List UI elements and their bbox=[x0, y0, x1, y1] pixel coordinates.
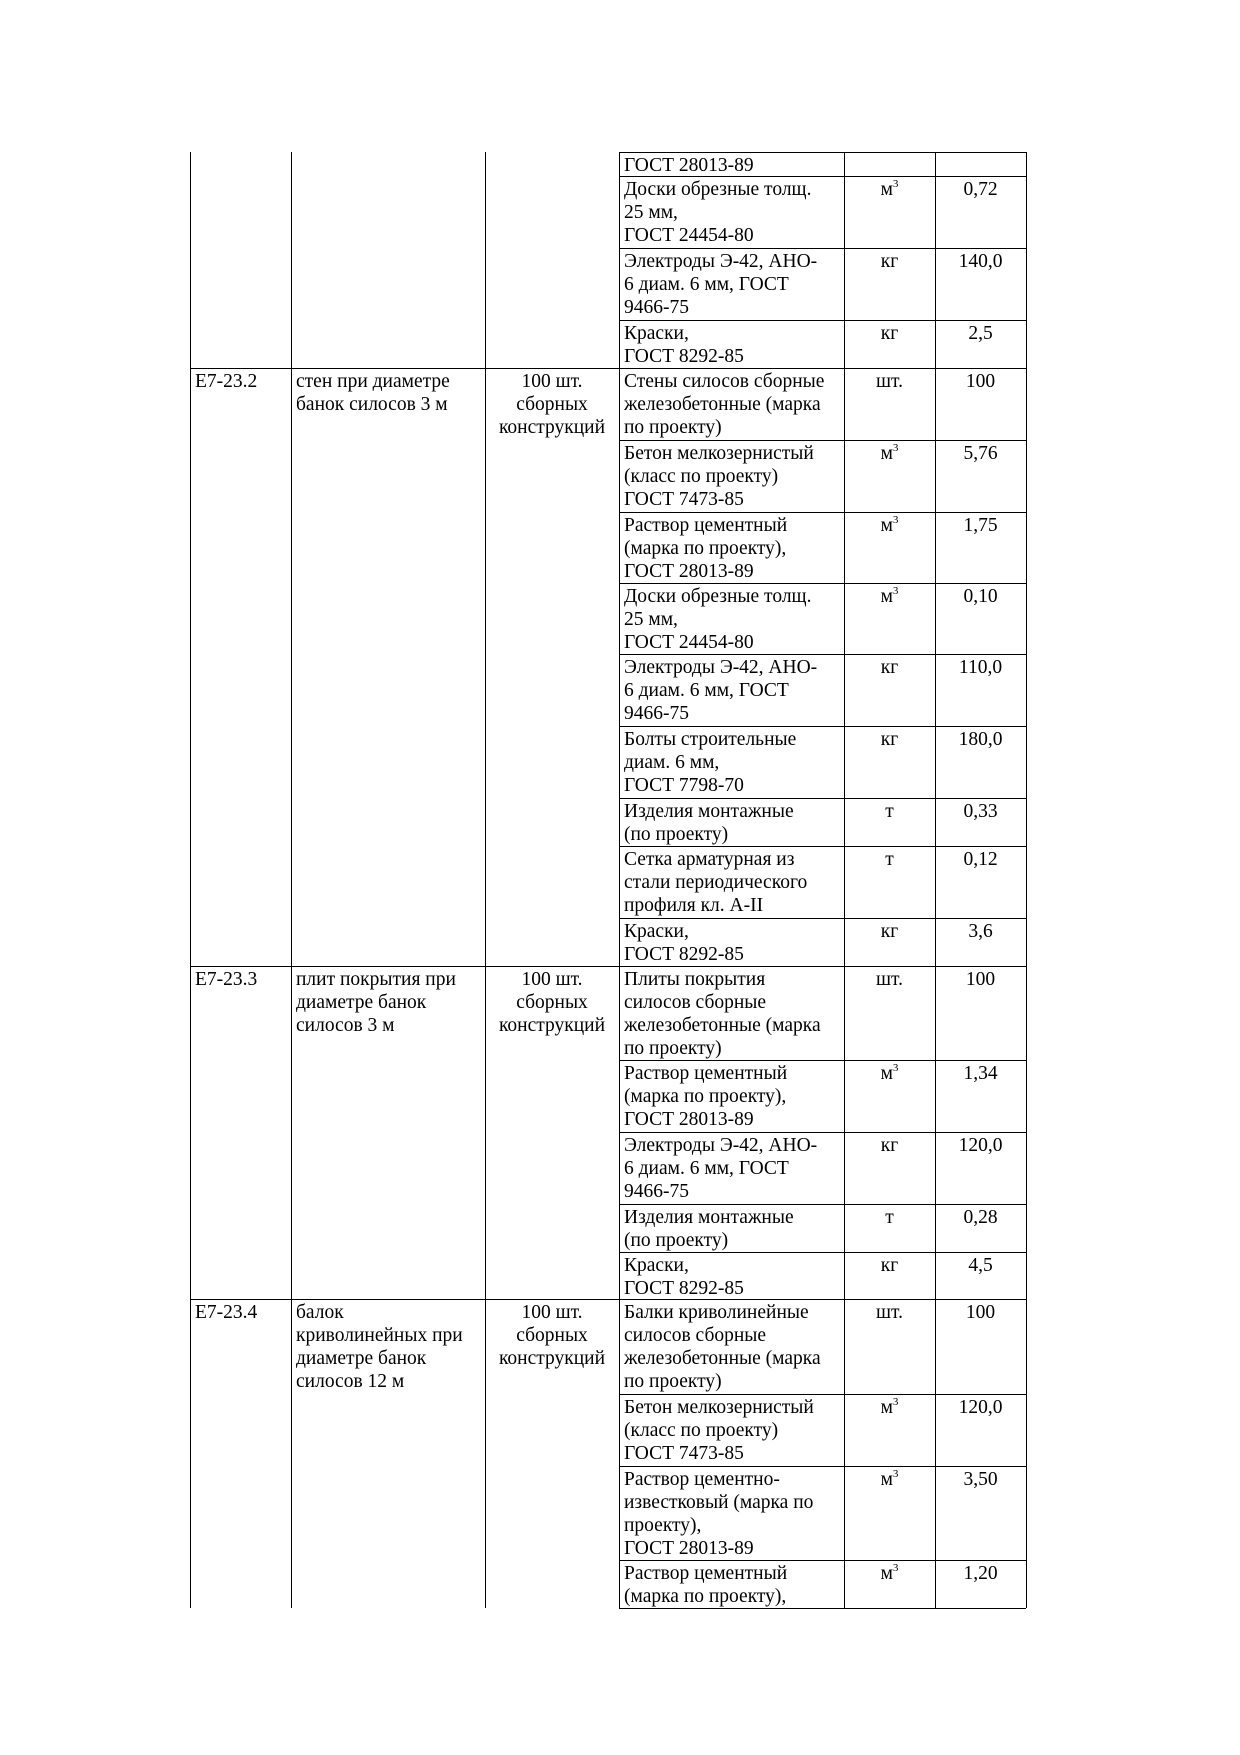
material-name: Бетон мелкозернистый bbox=[624, 1397, 814, 1418]
material-name: Краски, bbox=[624, 1255, 689, 1276]
material-name: по проекту) bbox=[624, 417, 722, 438]
material-name: Балки криволинейные bbox=[624, 1302, 809, 1323]
material-row-separator bbox=[619, 512, 1026, 513]
material-name: Изделия монтажные bbox=[624, 1207, 794, 1228]
material-unit bbox=[844, 1062, 935, 1085]
material-quantity: 5,76 bbox=[963, 443, 998, 464]
material-name: ГОСТ 8292-85 bbox=[624, 346, 744, 367]
material-name: Доски обрезные толщ. bbox=[624, 179, 812, 200]
material-unit bbox=[844, 1254, 935, 1277]
material-row-separator bbox=[619, 440, 1026, 441]
material-name: силосов сборные bbox=[624, 1325, 767, 1346]
material-name: Бетон мелкозернистый bbox=[624, 443, 814, 464]
material-name: ГОСТ 28013-89 bbox=[624, 1538, 754, 1559]
material-name: 25 мм, bbox=[624, 609, 678, 630]
material-unit bbox=[844, 848, 935, 871]
material-quantity: 1,20 bbox=[963, 1563, 998, 1584]
material-name: ГОСТ 24454-80 bbox=[624, 632, 754, 653]
material-unit bbox=[844, 968, 935, 991]
material-unit-label: м bbox=[880, 586, 893, 607]
material-quantity: 100 bbox=[965, 1302, 996, 1323]
work-description: балок bbox=[296, 1302, 344, 1323]
material-name: железобетонные (марка bbox=[624, 1015, 821, 1036]
material-name: проекту), bbox=[624, 1515, 702, 1536]
unit-superscript: 3 bbox=[892, 1396, 899, 1408]
material-unit-label: шт. bbox=[876, 371, 903, 392]
material-name: силосов сборные bbox=[624, 992, 767, 1013]
material-unit bbox=[844, 1301, 935, 1324]
work-description: диаметре банок bbox=[296, 992, 427, 1013]
material-unit bbox=[844, 1468, 935, 1491]
material-unit bbox=[844, 656, 935, 679]
material-unit-label: кг bbox=[880, 657, 899, 678]
material-name: 6 диам. 6 мм, ГОСТ bbox=[624, 1158, 789, 1179]
material-row-separator bbox=[619, 320, 1026, 321]
material-name: Краски, bbox=[624, 921, 689, 942]
material-quantity: 3,6 bbox=[968, 921, 993, 942]
material-quantity: 100 bbox=[965, 371, 996, 392]
group-separator bbox=[190, 1299, 1026, 1300]
material-quantity: 0,10 bbox=[963, 586, 998, 607]
material-row-separator bbox=[619, 846, 1026, 847]
work-description: криволинейных при bbox=[296, 1325, 463, 1346]
material-name: (марка по проекту), bbox=[624, 1586, 787, 1607]
material-quantity: 100 bbox=[965, 969, 996, 990]
group-separator bbox=[190, 368, 1026, 369]
work-unit: 100 шт. bbox=[521, 371, 583, 392]
work-description: силосов 12 м bbox=[296, 1371, 405, 1392]
material-name: 25 мм, bbox=[624, 202, 678, 223]
unit-superscript: 3 bbox=[892, 1468, 899, 1480]
material-unit-label: м bbox=[880, 443, 893, 464]
material-name: Электроды Э-42, АНО- bbox=[624, 657, 818, 678]
material-row-separator bbox=[619, 798, 1026, 799]
work-unit: сборных bbox=[516, 1325, 588, 1346]
material-unit-label: т bbox=[885, 849, 894, 870]
work-unit: сборных bbox=[516, 394, 588, 415]
material-row-separator bbox=[619, 918, 1026, 919]
work-unit: конструкций bbox=[498, 1348, 606, 1369]
material-name: Сетка арматурная из bbox=[624, 849, 795, 870]
material-quantity: 0,72 bbox=[963, 179, 998, 200]
material-unit bbox=[844, 800, 935, 823]
material-name: Плиты покрытия bbox=[624, 969, 766, 990]
material-row-separator bbox=[619, 1060, 1026, 1061]
material-unit bbox=[844, 370, 935, 393]
material-row-separator bbox=[619, 1204, 1026, 1205]
material-name: Краски, bbox=[624, 323, 689, 344]
table-top-border bbox=[619, 152, 1026, 153]
material-unit-label: т bbox=[885, 1207, 894, 1228]
material-unit bbox=[844, 1562, 935, 1585]
material-name: профиля кл. А-II bbox=[624, 895, 764, 916]
work-unit: конструкций bbox=[498, 1015, 606, 1036]
material-row-separator bbox=[619, 248, 1026, 249]
material-quantity: 0,28 bbox=[963, 1207, 998, 1228]
material-row-separator bbox=[619, 1132, 1026, 1133]
work-code: Е7-23.3 bbox=[195, 969, 258, 990]
material-row-separator bbox=[619, 1394, 1026, 1395]
material-name: Раствор цементный bbox=[624, 1063, 788, 1084]
material-name: (класс по проекту) bbox=[624, 1420, 779, 1441]
material-name: (класс по проекту) bbox=[624, 466, 779, 487]
material-quantity: 0,33 bbox=[963, 801, 998, 822]
material-name: железобетонные (марка bbox=[624, 1348, 821, 1369]
material-name: ГОСТ 24454-80 bbox=[624, 225, 754, 246]
material-name: ГОСТ 7473-85 bbox=[624, 489, 744, 510]
work-description: плит покрытия при bbox=[296, 969, 456, 990]
material-unit-label: шт. bbox=[876, 1302, 903, 1323]
material-quantity: 120,0 bbox=[958, 1397, 1003, 1418]
unit-superscript: 3 bbox=[892, 1562, 899, 1574]
work-unit: 100 шт. bbox=[521, 969, 583, 990]
material-unit bbox=[844, 442, 935, 465]
material-unit-label: кг bbox=[880, 251, 899, 272]
material-name: Раствор цементно- bbox=[624, 1469, 780, 1490]
material-unit bbox=[844, 920, 935, 943]
col-border-code bbox=[190, 152, 191, 1608]
material-name: ГОСТ 7798-70 bbox=[624, 775, 744, 796]
material-name: ГОСТ 8292-85 bbox=[624, 944, 744, 965]
unit-superscript: 3 bbox=[892, 442, 899, 454]
material-unit bbox=[844, 1396, 935, 1419]
material-unit-label: м bbox=[880, 1063, 893, 1084]
table-bottom-border bbox=[619, 1608, 1026, 1609]
material-quantity: 180,0 bbox=[958, 729, 1003, 750]
material-name: 6 диам. 6 мм, ГОСТ bbox=[624, 274, 789, 295]
material-name: Электроды Э-42, АНО- bbox=[624, 251, 818, 272]
unit-superscript: 3 bbox=[892, 514, 899, 526]
material-name: 9466-75 bbox=[624, 297, 689, 318]
material-row-separator bbox=[619, 583, 1026, 584]
material-name: по проекту) bbox=[624, 1371, 722, 1392]
work-description: банок силосов 3 м bbox=[296, 394, 448, 415]
material-unit-label: м bbox=[880, 1469, 893, 1490]
material-quantity: 1,34 bbox=[963, 1063, 998, 1084]
material-name: ГОСТ 8292-85 bbox=[624, 1278, 744, 1299]
material-unit bbox=[844, 250, 935, 273]
unit-superscript: 3 bbox=[892, 1062, 899, 1074]
material-quantity: 110,0 bbox=[958, 657, 1003, 678]
unit-superscript: 3 bbox=[892, 585, 899, 597]
material-quantity: 1,75 bbox=[963, 515, 998, 536]
material-unit-label: шт. bbox=[876, 969, 903, 990]
material-row-separator bbox=[619, 726, 1026, 727]
group-separator bbox=[190, 966, 1026, 967]
material-quantity: 3,50 bbox=[963, 1469, 998, 1490]
material-unit-label: м bbox=[880, 179, 893, 200]
material-name: известковый (марка по bbox=[624, 1492, 814, 1513]
material-row-separator bbox=[619, 654, 1026, 655]
material-name: Раствор цементный bbox=[624, 1563, 788, 1584]
col-border-name bbox=[291, 152, 292, 1608]
col-border-material bbox=[619, 152, 620, 1608]
material-unit-label: кг bbox=[880, 921, 899, 942]
material-unit bbox=[844, 728, 935, 751]
material-quantity: 140,0 bbox=[958, 251, 1003, 272]
material-unit-label: кг bbox=[880, 729, 899, 750]
material-name: 6 диам. 6 мм, ГОСТ bbox=[624, 680, 789, 701]
material-name: ГОСТ 7473-85 bbox=[624, 1443, 744, 1464]
material-quantity: 2,5 bbox=[968, 323, 993, 344]
material-name: (марка по проекту), bbox=[624, 1086, 787, 1107]
material-name: ГОСТ 28013-89 bbox=[624, 155, 754, 176]
material-name: Болты строительные bbox=[624, 729, 797, 750]
material-name: диам. 6 мм, bbox=[624, 752, 720, 773]
work-code: Е7-23.4 bbox=[195, 1302, 258, 1323]
material-unit bbox=[844, 1206, 935, 1229]
work-unit: сборных bbox=[516, 992, 588, 1013]
material-name: 9466-75 bbox=[624, 703, 689, 724]
work-description: силосов 3 м bbox=[296, 1015, 395, 1036]
work-unit: 100 шт. bbox=[521, 1302, 583, 1323]
material-unit bbox=[844, 322, 935, 345]
material-name: 9466-75 bbox=[624, 1181, 689, 1202]
material-row-separator bbox=[619, 1560, 1026, 1561]
material-unit bbox=[844, 178, 935, 201]
work-unit: конструкций bbox=[498, 417, 606, 438]
material-unit-label: кг bbox=[880, 1135, 899, 1156]
material-name: (по проекту) bbox=[624, 1230, 729, 1251]
material-unit-label: м bbox=[880, 1563, 893, 1584]
work-code: Е7-23.2 bbox=[195, 371, 258, 392]
material-name: Стены силосов сборные bbox=[624, 371, 825, 392]
material-name: стали периодического bbox=[624, 872, 808, 893]
material-unit-label: кг bbox=[880, 1255, 899, 1276]
material-unit-label: т bbox=[885, 801, 894, 822]
material-unit bbox=[844, 1134, 935, 1157]
material-name: (марка по проекту), bbox=[624, 538, 787, 559]
material-unit-label: кг bbox=[880, 323, 899, 344]
material-name: (по проекту) bbox=[624, 824, 729, 845]
material-name: Раствор цементный bbox=[624, 515, 788, 536]
material-name: по проекту) bbox=[624, 1038, 722, 1059]
material-quantity: 0,12 bbox=[963, 849, 998, 870]
material-name: Доски обрезные толщ. bbox=[624, 586, 812, 607]
material-name: ГОСТ 28013-89 bbox=[624, 561, 754, 582]
material-quantity: 4,5 bbox=[968, 1255, 993, 1276]
material-name: Изделия монтажные bbox=[624, 801, 794, 822]
material-name: Электроды Э-42, АНО- bbox=[624, 1135, 818, 1156]
material-row-separator bbox=[619, 1466, 1026, 1467]
unit-superscript: 3 bbox=[892, 178, 899, 190]
material-unit-label: м bbox=[880, 515, 893, 536]
material-unit bbox=[844, 514, 935, 537]
material-row-separator bbox=[619, 176, 1026, 177]
material-quantity: 120,0 bbox=[958, 1135, 1003, 1156]
work-description: диаметре банок bbox=[296, 1348, 427, 1369]
material-row-separator bbox=[619, 1252, 1026, 1253]
material-unit-label: м bbox=[880, 1397, 893, 1418]
material-name: ГОСТ 28013-89 bbox=[624, 1109, 754, 1130]
material-name: железобетонные (марка bbox=[624, 394, 821, 415]
work-description: стен при диаметре bbox=[296, 371, 450, 392]
material-unit bbox=[844, 585, 935, 608]
col-border-right bbox=[1026, 152, 1027, 1608]
